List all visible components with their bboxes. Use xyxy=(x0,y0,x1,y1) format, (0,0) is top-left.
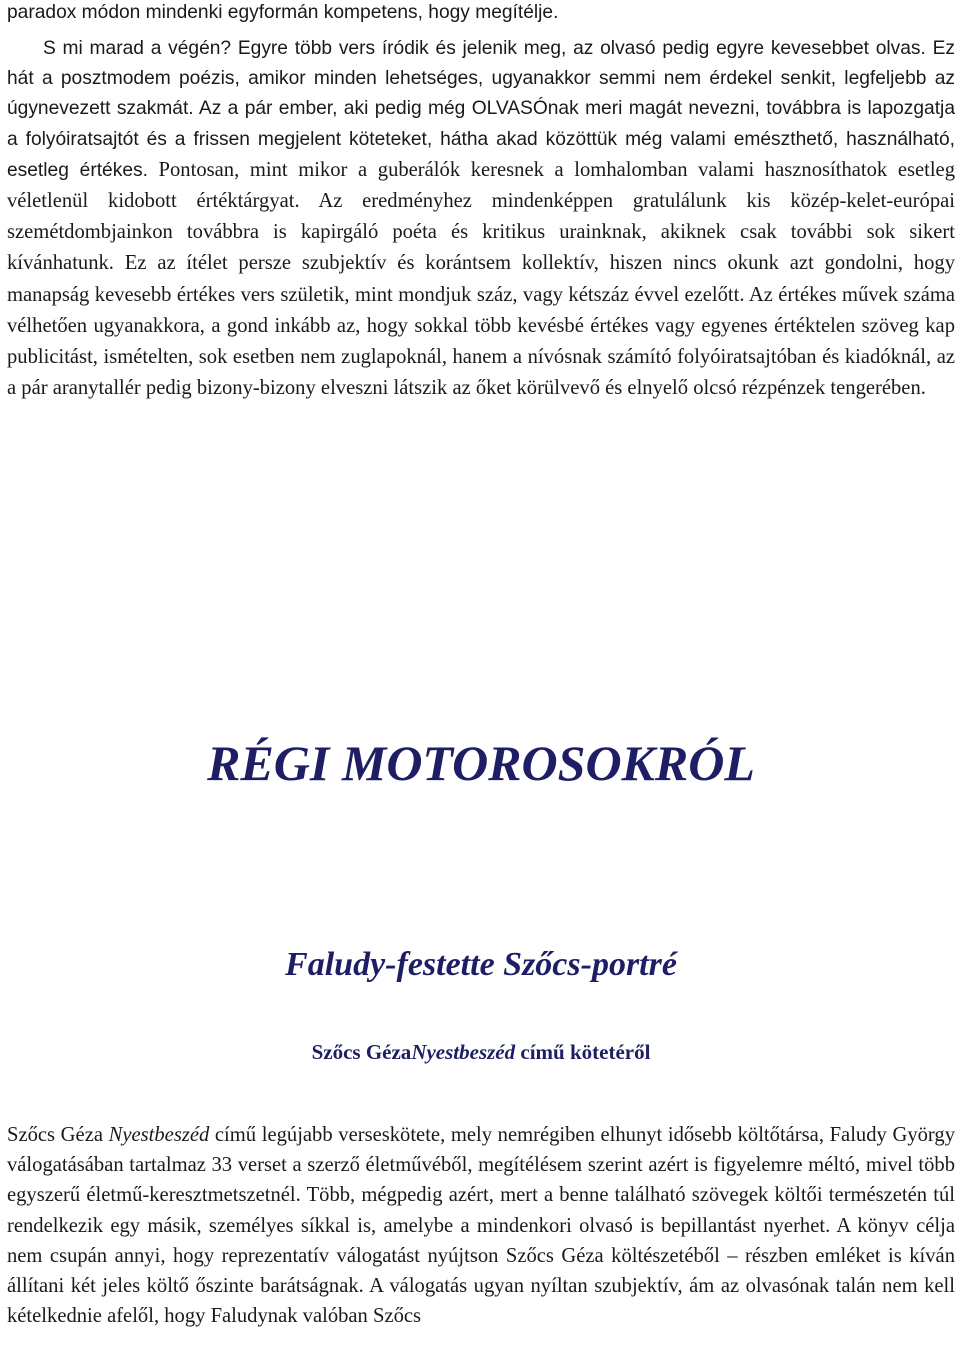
body-part2: című legújabb verseskötete, mely nemrégiben elhunyt idősebb költőtársa, Faludy György válogatásában tartalmaz 33 verset a szerző életművéből, megítélésem szerint azért is figyelemre méltó, mivel több egyszerű életmű-keresztmetszetnél. Több, mégpedig azért, mert a benne található szövegek költői természetén túl rendelkezik egy másik, személyes síkkal is, amelybe a mindenkori olvasó is bepillantást nyerhet. A könyv célja nem csupán annyi, hogy reprezentatív válogatást nyújtson Szőcs Géza költészetéből – részben emléket is kíván állítani két jeles költő őszinte barátságnak. A válogatás ugyan nyíltan szubjektív, ám az olvasónak talán nem kell kételkednie afelől, hogy Faludynak valóban Szőcs xyxy=(7,1124,955,1328)
intro-paragraph-serif: Pontosan, mint mikor a guberálók keresnek a lomhalomban valami hasznosíthatok esetleg véletlenül kidobott értéktárgyat. Az eredményhez mindenképpen gratulálunk kis közép-kelet-európai szemétdombjainkon továbbra is kapirgáló poéta és kritikus urainknak, akiknek csak további sok sikert kívánhatunk. Ez az ítélet persze szubjektív és korántsem kollektív, hiszen nincs okunk azt gondolni, hogy manapság kevesebb értékes vers születik, mint mondjuk száz, vagy kétszáz évvel ezelőtt. Az értékes művek száma vélhetően ugyanakkora, a gond inkább az, hogy sokkal több kevésbé értékes vagy egyenes értéktelen szöveg kap publicitást, ismételten, sok esetben nem zuglapoknál, hanem a nívósnak számító folyóiratsajtóban és kiadóknál, az a pár aranytallér pedig bizony-bizony elveszni látszik az őket körülvevő és elnyelő olcsó rézpénzek tengerében. xyxy=(7,158,955,400)
body-part1: Szőcs Géza xyxy=(7,1124,109,1146)
subheading-author: Szőcs Géza xyxy=(311,1040,412,1064)
intro-paragraph xyxy=(7,34,955,404)
body-paragraph xyxy=(7,1120,955,1331)
body-book-title: Nyestbeszéd xyxy=(108,1124,210,1146)
subheading-rest: című kötetéről xyxy=(515,1040,651,1064)
intro-line: paradox módon mindenki egyformán kompetens, hogy megítélje. xyxy=(7,2,559,23)
article-subheading xyxy=(7,1040,955,1065)
subheading-book: Nyestbeszéd xyxy=(411,1040,516,1064)
article-title: Faludy-festette Szőcs-portré xyxy=(285,946,677,983)
section-title: RÉGI MOTOROSOKRÓL xyxy=(207,735,755,791)
intro-paragraph-sans: S mi marad a végén? Egyre több vers íródik és jelenik meg, az olvasó pedig egyre kevesebbet olvas. Ez hát a posztmodem poézis, amikor minden lehetséges, ugyanakkor semmi nem érdekel senkit, legfeljebb az úgynevezett szakmát. Az a pár ember, aki pedig még OLVASÓnak meri magát nevezni, továbbra is lapozgatja a folyóiratsajtót és a frissen megjelent köteteket, hátha akad közöttük még valami emészthető, használható, esetleg értékes. xyxy=(7,38,955,181)
